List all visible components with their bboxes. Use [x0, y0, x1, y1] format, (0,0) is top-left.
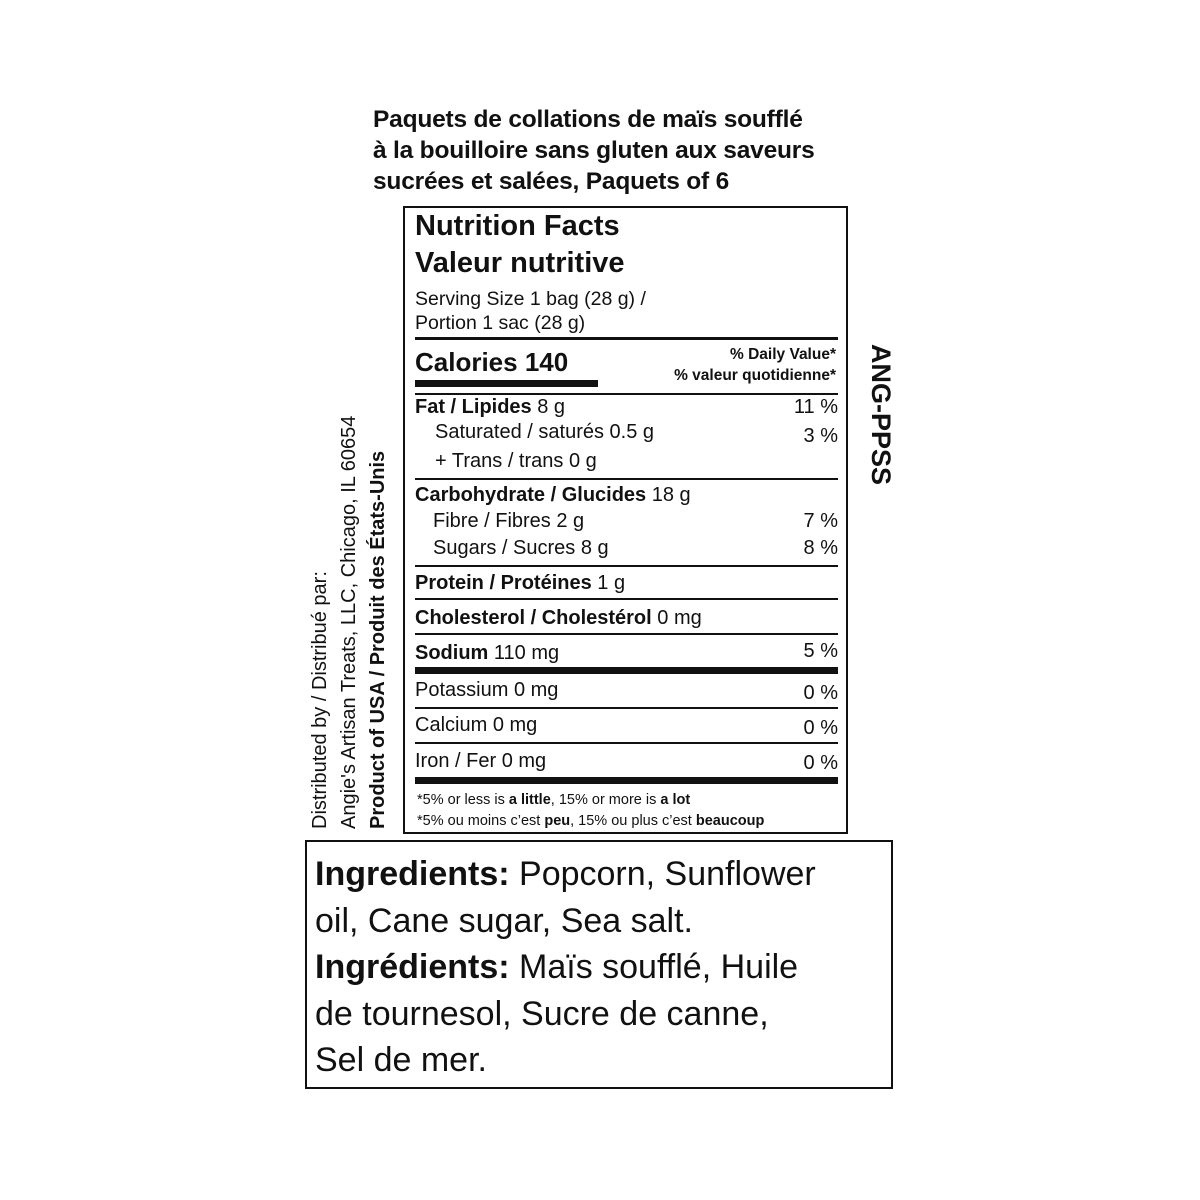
footnote-bold: peu [544, 813, 571, 829]
calories-underline [415, 380, 598, 387]
sugars-amount: 8 g [580, 537, 609, 559]
fat-amount: 8 g [537, 396, 566, 418]
distributor-address: Angie's Artisan Treats, LLC, Chicago, IL 60654 [338, 415, 360, 829]
saturated-label: Saturated / saturés [435, 421, 604, 443]
daily-value-header-fr: % valeur quotidienne* [674, 367, 836, 384]
divider-rule [415, 598, 838, 600]
calcium-daily-value: 0 % [803, 717, 838, 739]
ingredients-en-label: Ingredients: [315, 855, 510, 893]
nutrition-facts-table [403, 206, 848, 834]
potassium-daily-value: 0 % [803, 682, 838, 704]
daily-value-header-en: % Daily Value* [730, 346, 836, 363]
fat-label: Fat / Lipides [415, 396, 532, 418]
saturated-daily-value: 3 % [803, 425, 838, 447]
iron-label: Iron / Fer [415, 750, 497, 772]
footnote-bold: a lot [660, 792, 691, 808]
calories-row [415, 347, 568, 378]
serving-portion: Portion 1 sac (28 g) [415, 312, 586, 334]
product-title [373, 104, 893, 197]
potassium-label: Potassium [415, 679, 509, 701]
divider-rule [415, 337, 838, 340]
potassium-amount: 0 mg [513, 679, 559, 701]
calcium-amount: 0 mg [492, 714, 538, 736]
ingredients-en-line [315, 851, 883, 898]
sugars-daily-value: 8 % [803, 537, 838, 559]
iron-amount: 0 mg [501, 750, 547, 772]
protein-amount: 1 g [597, 572, 626, 594]
sodium-daily-value: 5 % [803, 640, 838, 662]
cholesterol-row [415, 607, 702, 630]
sodium-row [415, 642, 559, 665]
footnote-en [417, 792, 690, 808]
divider-thick-rule [415, 667, 838, 674]
calcium-label: Calcium [415, 714, 488, 736]
footnote-text: , 15% ou plus c’est [570, 813, 696, 829]
divider-rule [415, 478, 838, 480]
divider-rule [415, 707, 838, 709]
ingredients-en-line: oil, Cane sugar, Sea salt. [315, 901, 694, 940]
ingredients-fr-line: de tournesol, Sucre de canne, [315, 994, 769, 1033]
footnote-bold: a little [508, 792, 551, 808]
footnote-fr [417, 813, 764, 829]
carbohydrate-row [415, 484, 691, 507]
divider-rule [415, 633, 838, 635]
fat-row [415, 396, 565, 419]
iron-daily-value: 0 % [803, 752, 838, 774]
cholesterol-amount: 0 mg [657, 607, 702, 629]
divider-rule [415, 565, 838, 567]
ingredients-en-text: Popcorn, Sunflower [509, 855, 816, 893]
sugars-label: Sugars / Sucres [433, 537, 576, 559]
potassium-row [415, 679, 558, 702]
product-code: ANG-PPSS [866, 344, 896, 486]
sugars-row [433, 537, 609, 560]
footnote-text: , 15% or more is [550, 792, 661, 808]
ingredients-fr-line [315, 944, 883, 991]
divider-rule [415, 393, 838, 395]
trans-row [435, 450, 597, 473]
divider-thick-rule [415, 777, 838, 784]
calories-label: Calories [415, 347, 518, 377]
fibre-daily-value: 7 % [803, 510, 838, 532]
calcium-row [415, 714, 537, 737]
carbohydrate-label: Carbohydrate / Glucides [415, 484, 647, 506]
ingredients-fr-line: Sel de mer. [315, 1041, 487, 1079]
nutrition-title-fr: Valeur nutritive [415, 247, 625, 279]
ingredients-box [305, 840, 893, 1089]
sodium-amount: 110 mg [493, 642, 560, 664]
ingredients-fr-label: Ingrédients: [315, 948, 510, 986]
product-title-line: sucrées et salées, Paquets of 6 [373, 168, 730, 195]
footnote-text: *5% or less is [417, 792, 509, 808]
trans-amount: 0 g [568, 450, 597, 472]
product-title-line: à la bouilloire sans gluten aux saveurs [373, 137, 815, 164]
fibre-row [433, 510, 584, 533]
cholesterol-label: Cholesterol / Cholestérol [415, 607, 652, 629]
carbohydrate-amount: 18 g [651, 484, 691, 506]
distributor-heading: Distributed by / Distribué par: [309, 571, 331, 829]
fat-daily-value: 11 % [793, 396, 838, 418]
sodium-label: Sodium [415, 642, 489, 664]
serving-size: Serving Size 1 bag (28 g) / [415, 288, 646, 310]
divider-rule [415, 742, 838, 744]
fibre-label: Fibre / Fibres [433, 510, 551, 532]
saturated-row [435, 421, 654, 444]
trans-label: + Trans / trans [435, 450, 564, 472]
fibre-amount: 2 g [556, 510, 585, 532]
product-origin: Product of USA / Produit des États-Unis [367, 450, 389, 829]
protein-row [415, 572, 625, 595]
calories-value: 140 [524, 347, 569, 377]
protein-label: Protein / Protéines [415, 572, 592, 594]
nutrition-title-en: Nutrition Facts [415, 210, 620, 242]
product-title-line: Paquets de collations de maïs soufflé [373, 106, 803, 133]
iron-row [415, 750, 546, 773]
footnote-bold: beaucoup [695, 813, 765, 829]
saturated-amount: 0.5 g [609, 421, 655, 443]
footnote-text: *5% ou moins c’est [417, 813, 545, 829]
ingredients-fr-text: Maïs soufflé, Huile [509, 948, 799, 986]
